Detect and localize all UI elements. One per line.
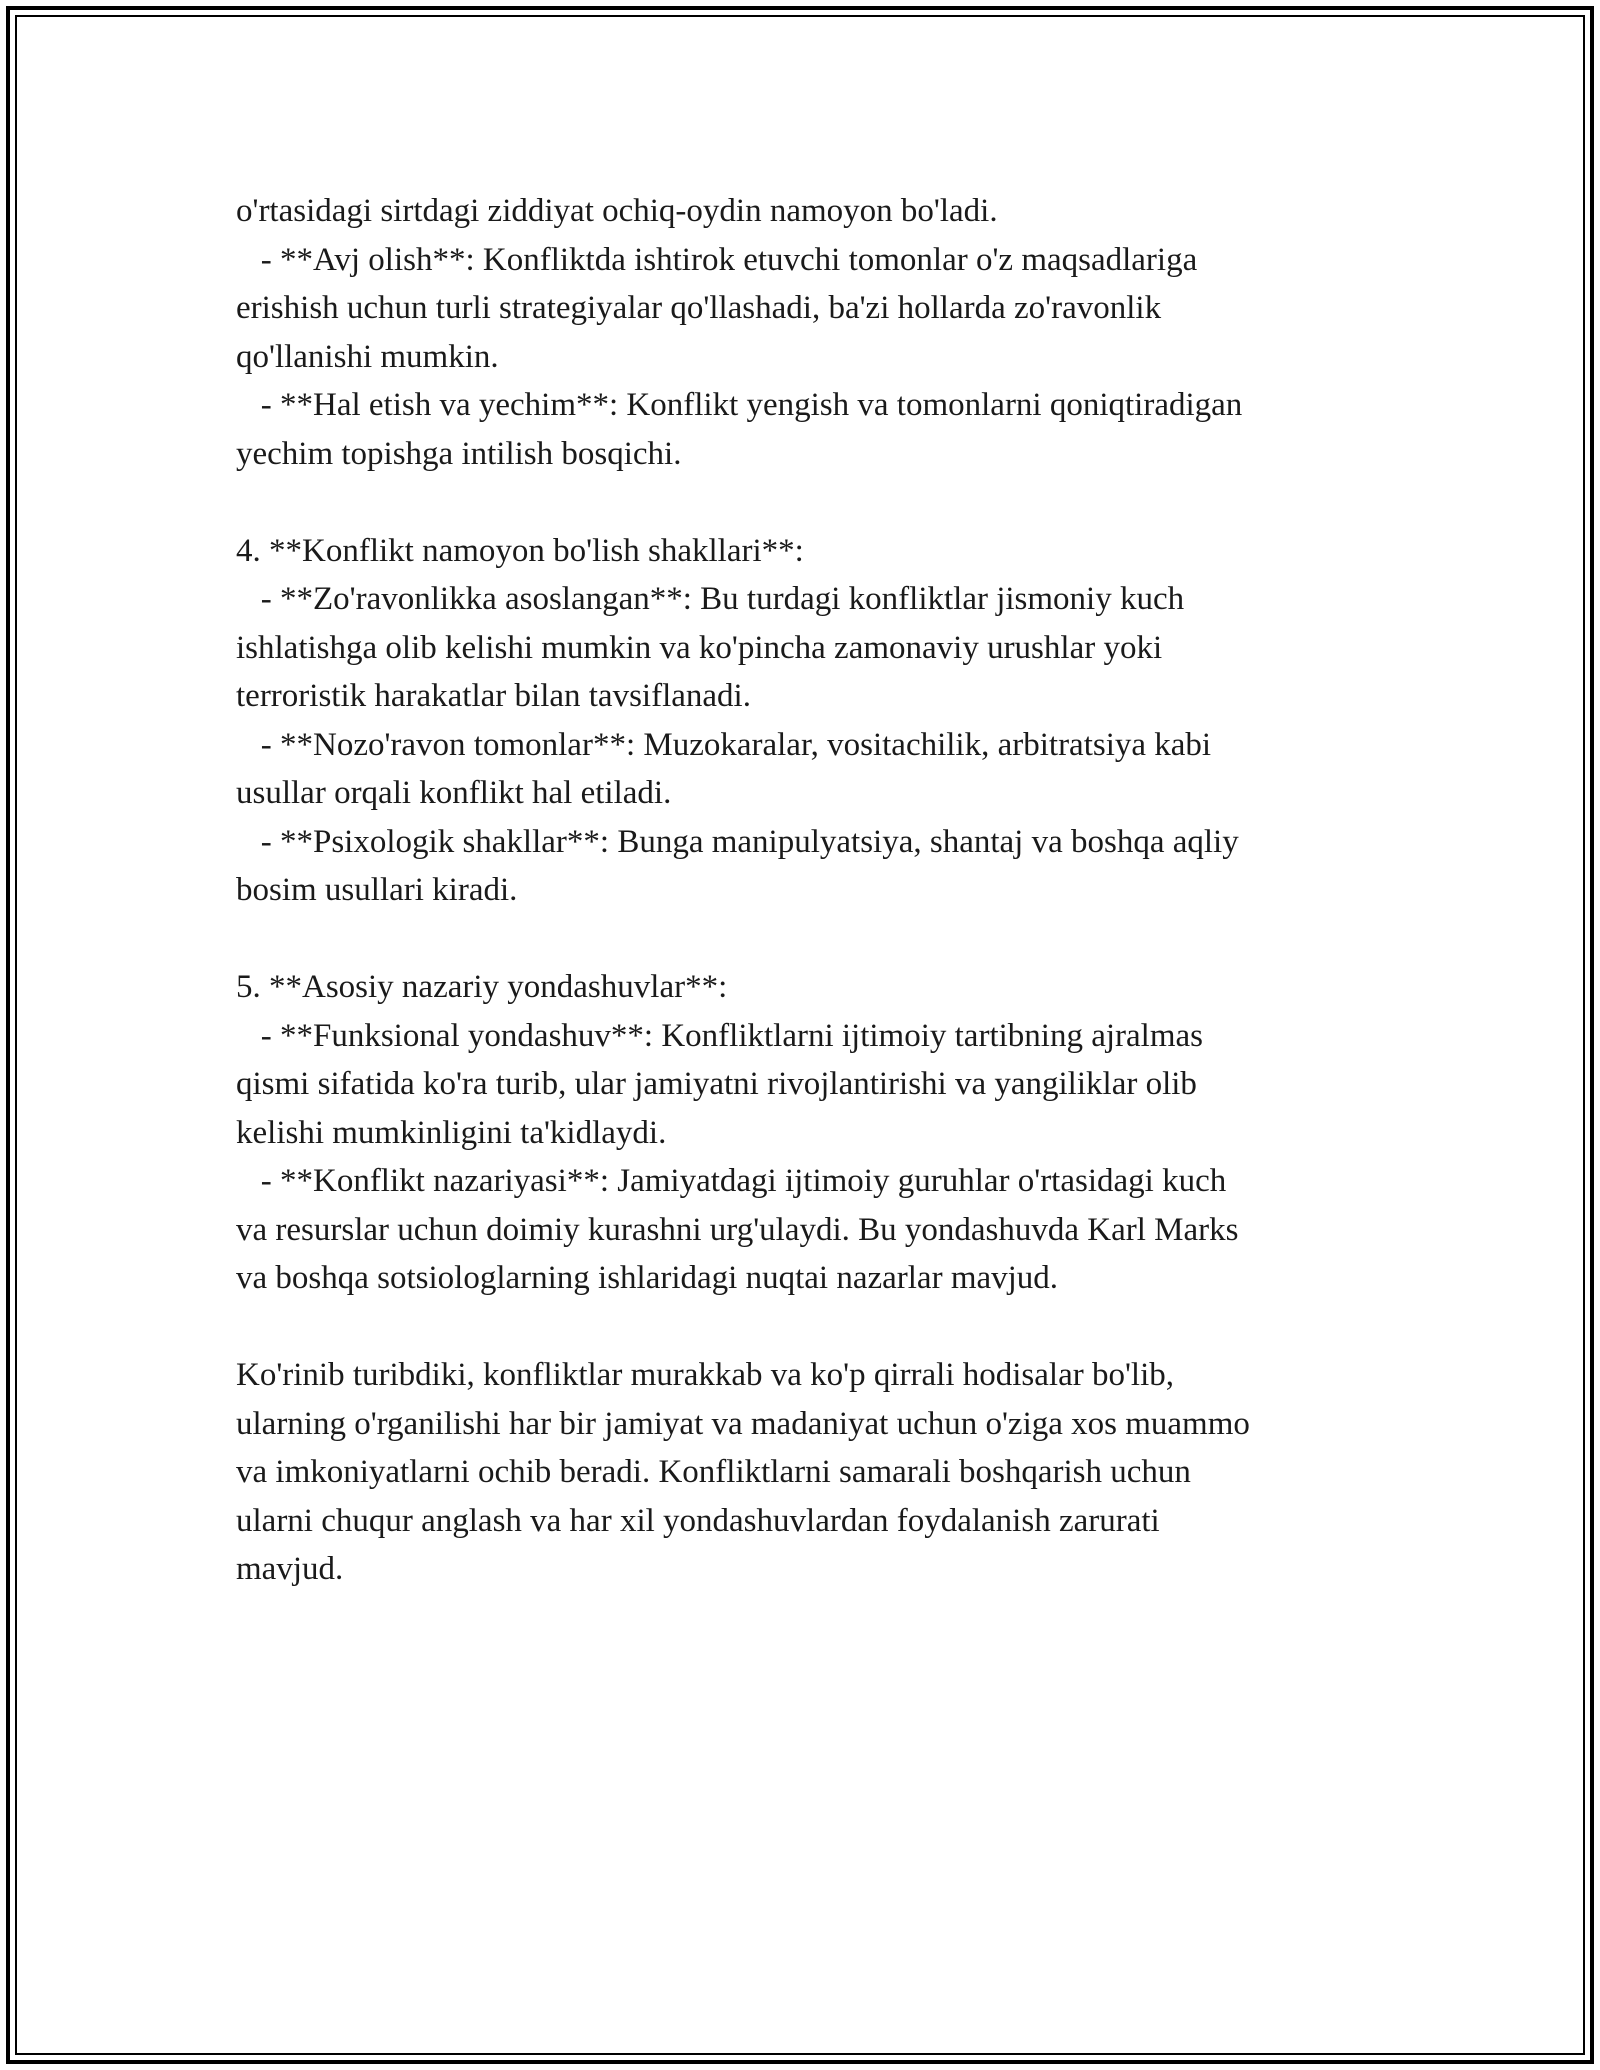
- text-line: - **Zo'ravonlikka asoslangan**: Bu turdagi konfliktlar jismoniy kuch: [236, 581, 1185, 617]
- conclusion-line: Ko'rinib turibdiki, konfliktlar murakkab va ko'p qirrali hodisalar bo'lib,: [236, 1357, 1174, 1393]
- document-body: [236, 187, 1396, 1594]
- text-line: - **Funksional yondashuv**: Konfliktlarni ijtimoiy tartibning ajralmas: [236, 1017, 1203, 1054]
- conclusion-line: ularning o'rganilishi har bir jamiyat va madaniyat uchun o'ziga xos muammo: [236, 1405, 1250, 1442]
- text-line: - **Hal etish va yechim**: Konflikt yengish va tomonlarni qoniqtiradigan: [236, 387, 1243, 423]
- text-line: kelishi mumkinligini ta'kidlaydi.: [236, 1114, 667, 1151]
- text-line: - **Psixologik shakllar**: Bunga manipulyatsiya, shantaj va boshqa aqliy: [236, 823, 1239, 860]
- text-line: yechim topishga intilish bosqichi.: [236, 435, 682, 472]
- text-line: erishish uchun turli strategiyalar qo'llashadi, ba'zi hollarda zo'ravonlik: [236, 290, 1162, 326]
- text-line: qo'llanishi mumkin.: [236, 338, 499, 375]
- conclusion-line: va imkoniyatlarni ochib beradi. Konfliktlarni samarali boshqarish uchun: [236, 1454, 1191, 1490]
- text-line: - **Konflikt nazariyasi**: Jamiyatdagi ijtimoiy guruhlar o'rtasidagi kuch: [236, 1163, 1227, 1199]
- section-heading: 4. **Konflikt namoyon bo'lish shakllari**:: [236, 532, 804, 569]
- conclusion-line: ularni chuqur anglash va har xil yondashuvlardan foydalanish zarurati: [236, 1502, 1160, 1539]
- text-line: va resurslar uchun doimiy kurashni urg'ulaydi. Bu yondashuvda Karl Marks: [236, 1211, 1239, 1248]
- text-line: - **Avj olish**: Konfliktda ishtirok etuvchi tomonlar o'z maqsadlariga: [236, 241, 1198, 278]
- text-line: va boshqa sotsiologlarning ishlaridagi nuqtai nazarlar mavjud.: [236, 1260, 1059, 1296]
- section-heading: 5. **Asosiy nazariy yondashuvlar**:: [236, 969, 728, 1005]
- paragraph-gap: [236, 1303, 1396, 1352]
- conclusion-line: mavjud.: [236, 1551, 344, 1587]
- text-line: o'rtasidagi sirtdagi ziddiyat ochiq-oydin namoyon bo'ladi.: [236, 193, 998, 229]
- text-line: terroristik harakatlar bilan tavsiflanadi.: [236, 678, 751, 714]
- text-line: usullar orqali konflikt hal etiladi.: [236, 775, 672, 811]
- paragraph-gap: [236, 478, 1396, 527]
- text-line: qismi sifatida ko'ra turib, ular jamiyatni rivojlantirishi va yangiliklar olib: [236, 1066, 1197, 1102]
- text-line: bosim usullari kiradi.: [236, 872, 518, 908]
- text-line: - **Nozo'ravon tomonlar**: Muzokaralar, vositachilik, arbitratsiya kabi: [236, 726, 1212, 763]
- paragraph-gap: [236, 915, 1396, 964]
- text-line: ishlatishga olib kelishi mumkin va ko'pincha zamonaviy urushlar yoki: [236, 629, 1163, 666]
